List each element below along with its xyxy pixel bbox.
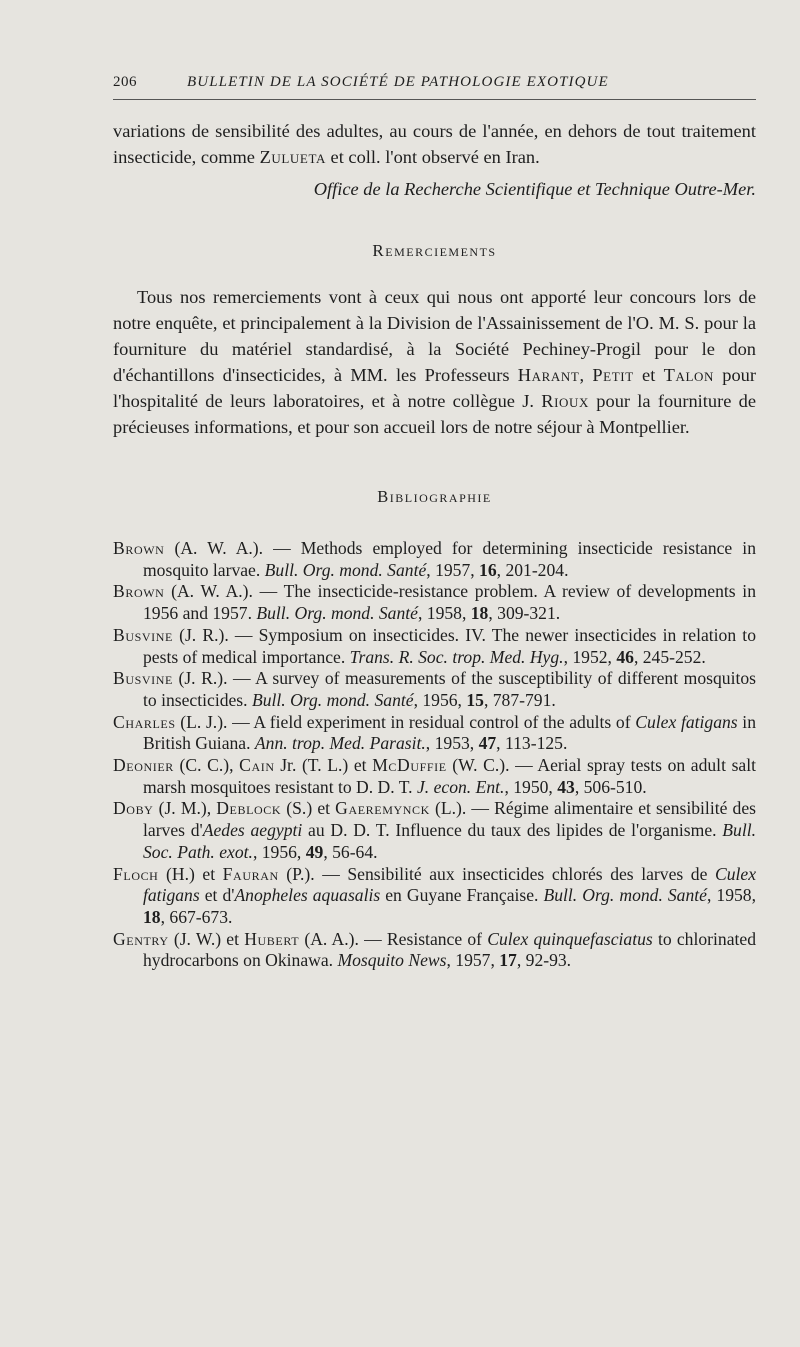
reference-item: Gentry (J. W.) et Hubert (A. A.). — Resistance of Culex quinquefasciatus to chlorinated hydrocarbons on Okinawa. Mosquito News, 1957, 17, 92-93. — [113, 928, 756, 971]
reference-item: Floch (H.) et Fauran (P.). — Sensibilité aux insecticides chlorés des larves de Culex fatigans et d'Anopheles aquasalis en Guyane Française. Bull. Org. mond. Santé, 1958, 18, 667-673. — [113, 863, 757, 927]
reference-list — [113, 538, 756, 972]
page-body — [113, 118, 756, 972]
section-heading-bibliographie: Bibliographie — [377, 487, 492, 506]
reference-item: Charles (L. J.). — A field experiment in residual control of the adults of Culex fatigans in British Guiana. Ann. trop. Med. Parasit., 1953, 47, 113-125. — [113, 711, 756, 754]
reference-item: Brown (A. W. A.). — Methods employed for determining insecticide resistance in mosquito larvae. Bull. Org. mond. Santé, 1957, 16, 201-204. — [113, 538, 756, 580]
section-heading-remerciements: Remerciements — [372, 241, 497, 260]
header-rule — [113, 99, 756, 100]
reference-item: Deonier (C. C.), Cain Jr. (T. L.) et McDuffie (W. C.). — Aerial spray tests on adult salt marsh mosquitoes resistant to D. D. T. J. econ. Ent., 1950, 43, 506-510. — [113, 755, 756, 797]
page-number: 206 — [113, 74, 137, 90]
intro-paragraph: variations de sensibilité des adultes, au cours de l'année, en dehors de tout traitement insecticide, comme Zulueta et coll. l'ont observé en Iran. — [113, 121, 756, 167]
author-name: Zulueta — [259, 147, 326, 167]
reference-item: Busvine (J. R.). — Symposium on insecticides. IV. The newer insecticides in relation to pests of medical importance. Trans. R. Soc. trop. Med. Hyg., 1952, 46, 245-252. — [113, 624, 756, 667]
reference-item: Busvine (J. R.). — A survey of measurements of the susceptibility of different mosquitos to insecticides. Bull. Org. mond. Santé, 1956, 15, 787-791. — [113, 668, 756, 710]
reference-item: Brown (A. W. A.). — The insecticide-resistance problem. A review of developments in 1956 and 1957. Bull. Org. mond. Santé, 1958, 18, 309-321. — [113, 581, 756, 624]
acknowledgements-paragraph: Tous nos remerciements vont à ceux qui nous ont apporté leur concours lors de notre enquête, et principalement à la Division de l'Assainissement de l'O. M. S. pour la fourniture du matériel standardisé, à la Société Pechiney-Progil pour le don d'échantillons d'insecticides, à MM. les Professeurs Harant, Petit et Talon pour l'hospitalité de leurs laboratoires, et à notre collègue J. Rioux pour la fourniture de précieuses informations, et pour son accueil lors de notre séjour à Montpellier. — [113, 287, 756, 437]
affiliation: Office de la Recherche Scientifique et Technique Outre-Mer. — [313, 179, 756, 199]
reference-item: Doby (J. M.), Deblock (S.) et Gaeremynck (L.). — Régime alimentaire et sensibilité des larves d'Aedes aegypti au D. D. T. Influence du taux des lipides de l'organisme. Bull. Soc. Path. exot., 1956, 49, 56-64. — [113, 798, 757, 862]
journal-title: BULLETIN DE LA SOCIÉTÉ DE PATHOLOGIE EXOTIQUE — [187, 74, 609, 90]
